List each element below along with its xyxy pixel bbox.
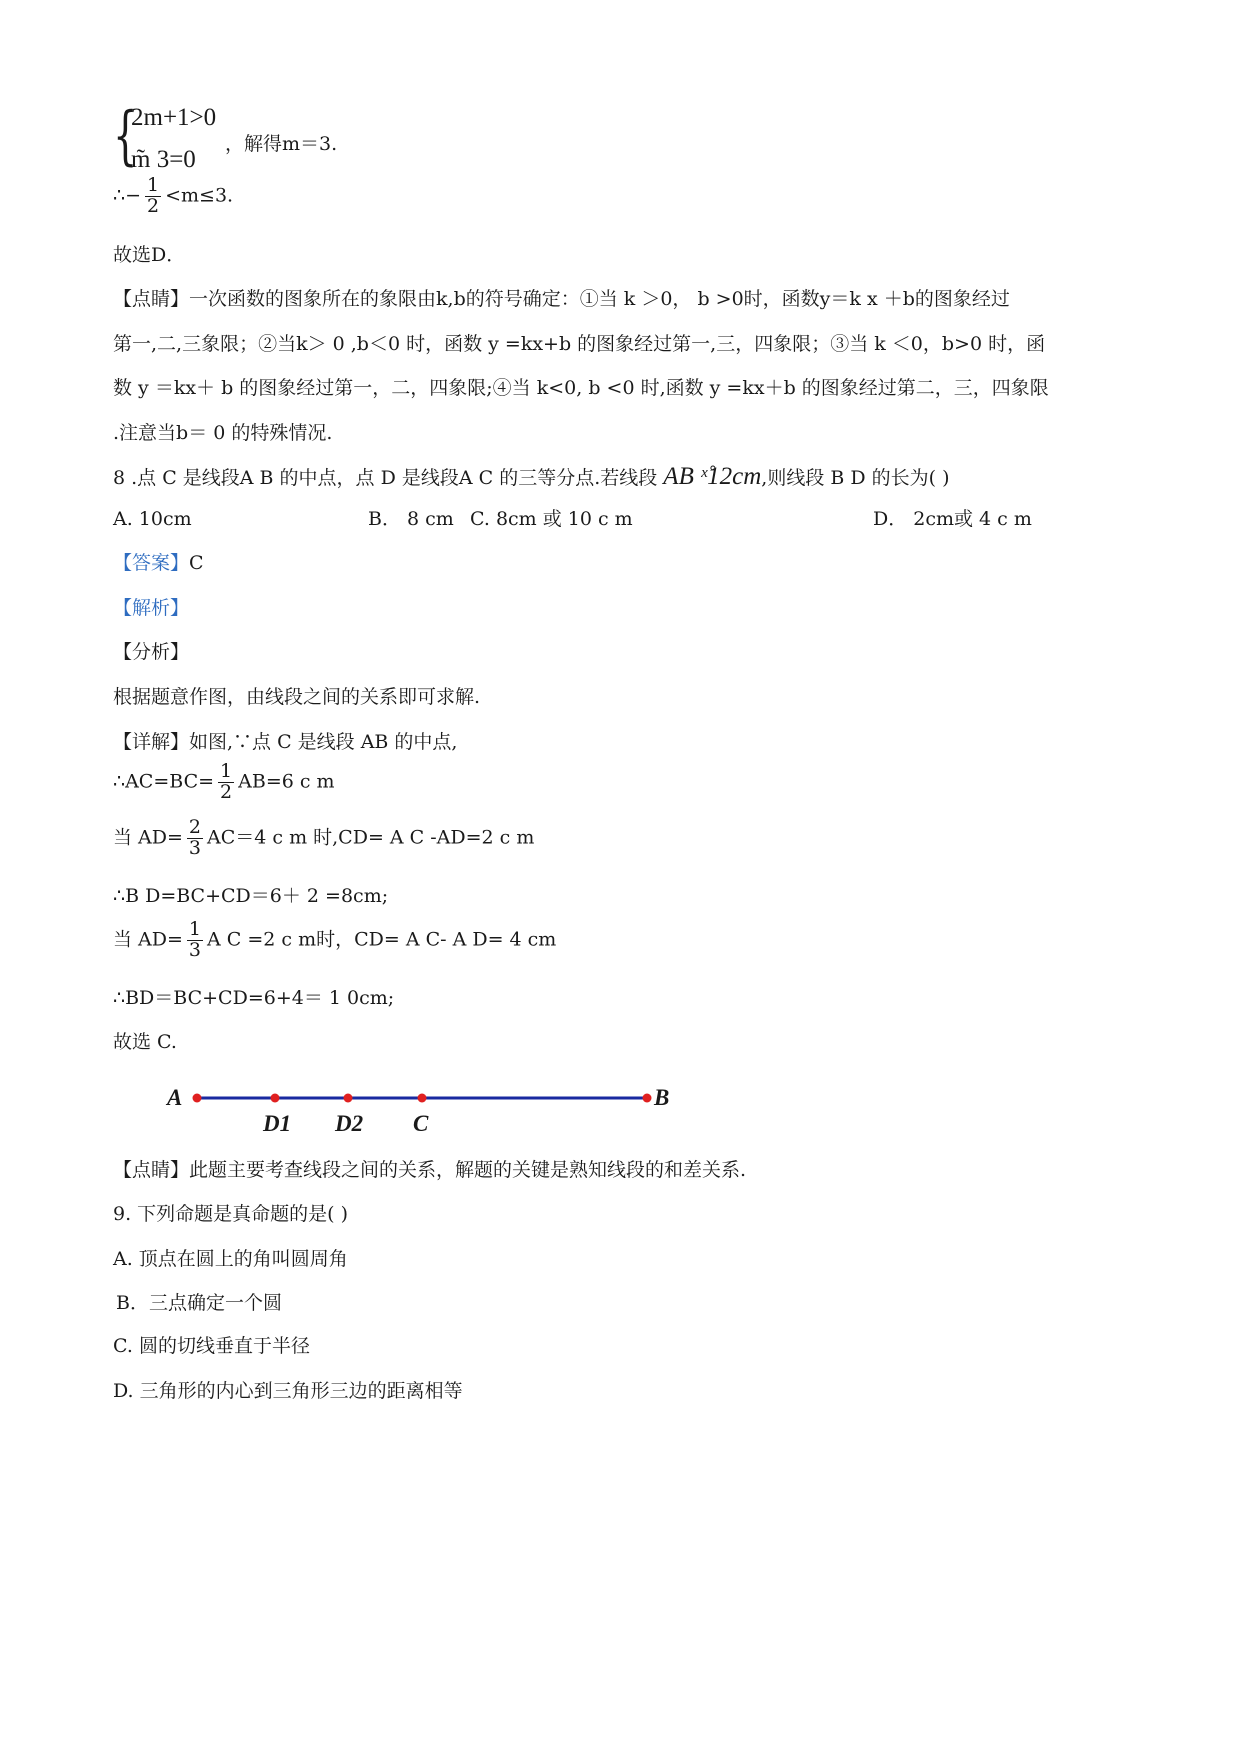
answer-line	[113, 552, 204, 575]
equation-row-2: m̃ 3=0	[131, 146, 196, 173]
xiangjie-line-2: ∴AC=BC= $\frac{1}{2}$ AB=6 c m	[113, 760, 335, 803]
point-d2	[344, 1094, 353, 1103]
choose-d: 故选D．	[113, 244, 186, 266]
xiangjie-line-7: 故选 C.	[113, 1031, 177, 1053]
answer-value: C	[189, 552, 204, 574]
q8-option-c: C. 8cm 或 10 c m	[470, 508, 633, 530]
q8-option-b: B． 8 cm	[368, 508, 454, 530]
segment-figure	[160, 1078, 690, 1138]
m-range-line	[113, 176, 233, 217]
label-c: C	[413, 1111, 429, 1136]
dianjing-line-4: .注意当b＝ 0 的特殊情况.	[113, 422, 333, 444]
fraction-1-2: $\frac{1}{2}$	[220, 760, 233, 803]
jiexi-tag: 【解析】	[113, 597, 190, 619]
question-8-stem: 8 .点 C 是线段A B 的中点，点 D 是线段A C 的三等分点.若线段 AB ˣ̊12cm,则线段 B D 的长为( )	[113, 463, 950, 490]
point-d1	[271, 1094, 280, 1103]
equation-solution: ，解得m＝3.	[225, 133, 338, 155]
fraction-2-3: $\frac{2}{3}$	[188, 816, 202, 859]
dianjing-line-2: 第一,二,三象限；②当k＞ 0 ,b＜0 时，函数 y =kx+b 的图象经过第一,三，四象限；③当 k ＜0，b>0 时，函	[113, 333, 1046, 355]
fenxi-text: 根据题意作图，由线段之间的关系即可求解.	[113, 686, 481, 708]
fraction-1-3: $\frac{1}{3}$	[188, 918, 202, 961]
q9-option-b: B．三点确定一个圆	[116, 1292, 282, 1314]
dianjing2-tag: 【点睛】	[113, 1159, 190, 1181]
range-prefix: ∴−	[113, 184, 142, 207]
dianjing2-line: 【点睛】此题主要考查线段之间的关系，解题的关键是熟知线段的和差关系.	[113, 1159, 747, 1181]
q9-option-a: A. 顶点在圆上的角叫圆周角	[113, 1248, 348, 1270]
label-d1: D1	[263, 1111, 292, 1136]
point-c	[418, 1094, 427, 1103]
dianjing-tag: 【点睛】	[113, 288, 190, 310]
xiangjie-line-4: ∴B D=BC+CD＝6＋ 2 =8cm;	[113, 885, 389, 907]
label-d2: D2	[335, 1111, 364, 1136]
point-b	[643, 1094, 652, 1103]
xiangjie-line-5: 当 AD= $\frac{1}{3}$ A C =2 c m时，CD= A C- A D= 4 cm	[113, 918, 557, 961]
q9-option-c: C. 圆的切线垂直于半径	[113, 1335, 310, 1357]
question-9-stem: 9. 下列命题是真命题的是( )	[113, 1203, 349, 1225]
xiangjie-line-6: ∴BD＝BC+CD=6+4＝ 1 0cm;	[113, 987, 395, 1009]
q9-option-d: D. 三角形的内心到三角形三边的距离相等	[113, 1380, 463, 1402]
range-suffix: <m≤3.	[165, 184, 234, 207]
label-b: B	[654, 1085, 670, 1110]
math-ab-12cm: AB ˣ̊12cm	[663, 463, 762, 490]
point-a	[193, 1094, 202, 1103]
fraction-half: $\frac{1}{2}$	[147, 174, 160, 217]
dianjing-line-1: 【点睛】一次函数的图象所在的象限由k,b的符号确定：①当 k ＞0， b >0时，函数y＝k x ＋b的图象经过	[113, 288, 1010, 310]
dianjing-line-3: 数 y ＝kx＋ b 的图象经过第一，二，四象限;④当 k<0, b <0 时,函数 y =kx＋b 的图象经过第二，三，四象限	[113, 377, 1049, 399]
left-brace: {	[113, 99, 138, 173]
xiangjie-line-3: 当 AD= $\frac{2}{3}$ AC＝4 c m 时,CD= A C -AD=2 c m	[113, 816, 535, 859]
xiangjie-line-1: 【详解】如图,∵点 C 是线段 AB 的中点,	[113, 731, 458, 753]
q8-option-d: D． 2cm或 4 c m	[873, 508, 1032, 530]
answer-tag: 【答案】	[113, 552, 190, 574]
q8-option-a: A. 10cm	[113, 508, 192, 530]
equation-row-1: 2m+1>0	[131, 104, 217, 131]
label-a: A	[167, 1085, 183, 1110]
fenxi-tag: 【分析】	[113, 641, 190, 663]
